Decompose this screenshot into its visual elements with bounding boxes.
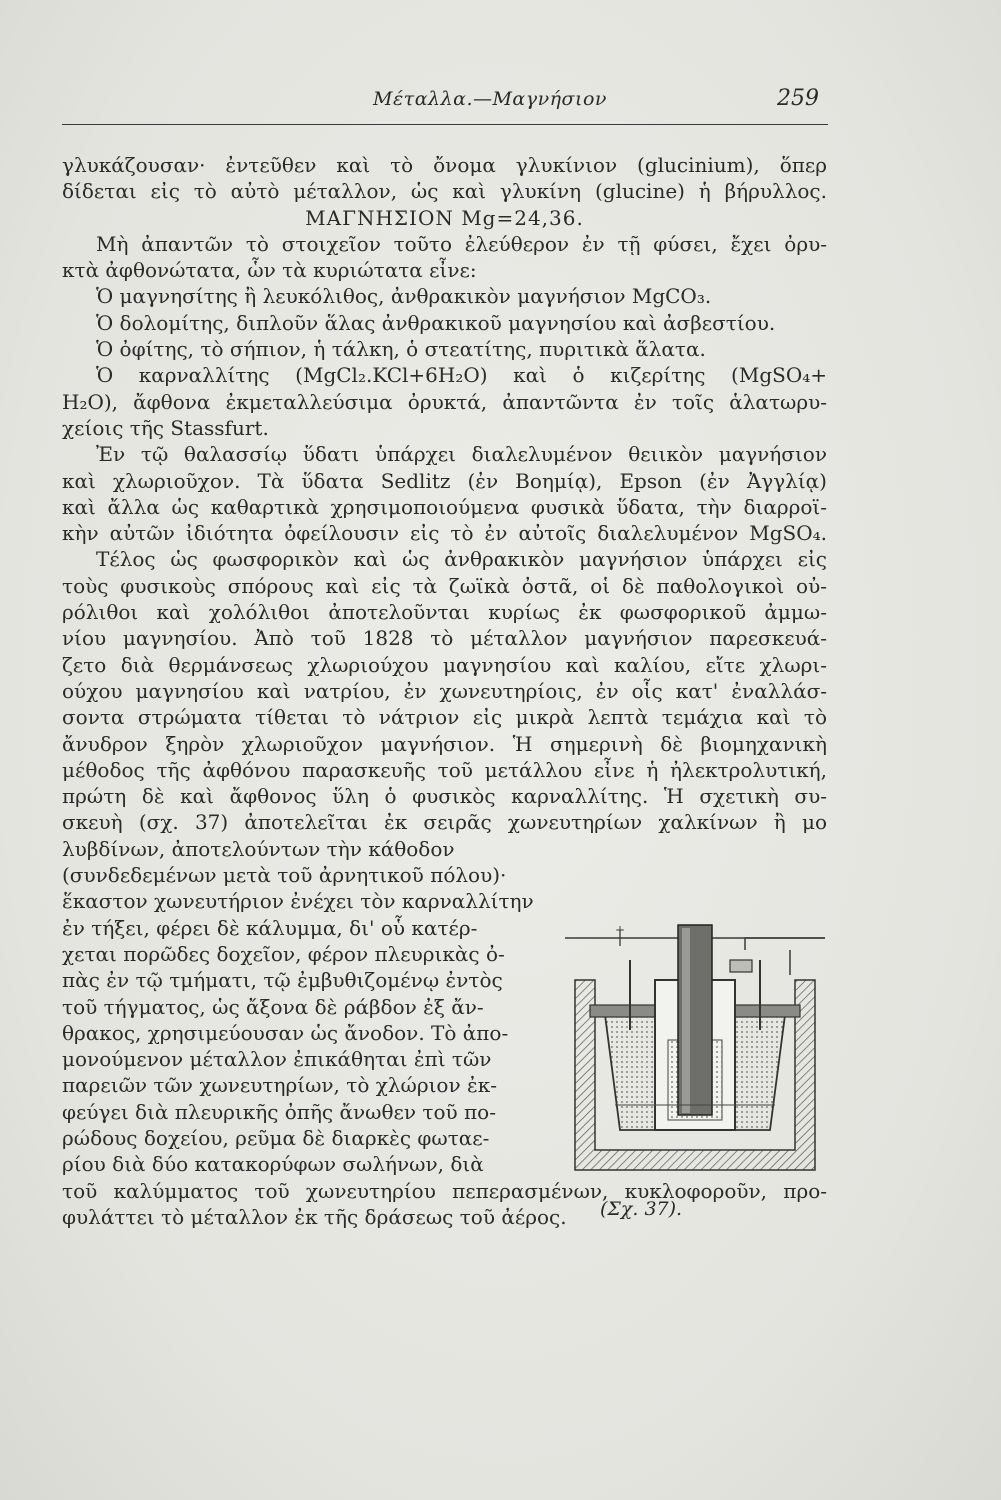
text-line: νίου μαγνησίου. Ἀπὸ τοῦ 1828 τὸ μέταλλον μαγνήσιον παρεσκευά- — [62, 626, 827, 651]
text-line: Ὁ δολομίτης, διπλοῦν ἅλας ἀνθρακικοῦ μαγνησίου καὶ ἀσβεστίου. — [96, 310, 776, 335]
section-heading: ΜΑΓΝΗΣΙΟΝ Mg=24,36. — [305, 205, 584, 230]
text-line: τοῦ τήγματος, ὡς ἄξονα δὲ ράβδον ἐξ ἄν- — [62, 994, 484, 1019]
text-line: ζετο διὰ θερμάνσεως χλωριούχου μαγνησίου καὶ καλίου, εἴτε χλωρι- — [62, 652, 827, 677]
text-line: Ὁ ὀφίτης, τὸ σήπιον, ἡ τάλκη, ὁ στεατίτης, πυριτικὰ ἅλατα. — [96, 337, 706, 362]
text-line: θρακος, χρησιμεύουσαν ὡς ἄνοδον. Τὸ ἀπο- — [62, 1020, 509, 1045]
text-line: κὴν αὐτῶν ἰδιότητα ὀφείλουσιν εἰς τὸ ἐν αὐτοῖς διαλελυμένον MgSO₄. — [62, 521, 827, 546]
text-line: ρόλιθοι καὶ χολόλιθοι ἀποτελοῦνται κυρίως ἐκ φωσφορικοῦ ἀμμω- — [62, 600, 827, 625]
text-line: χείοις τῆς Stassfurt. — [62, 415, 269, 440]
text-line: ἐν τήξει, φέρει δὲ κάλυμμα, δι' οὗ κατέρ- — [62, 915, 478, 940]
text-line: δίδεται εἰς τὸ αὐτὸ μέταλλον, ὡς καὶ γλυκίνη (glucine) ἡ βήρυλλος. — [62, 179, 827, 204]
text-line: μέθοδος τῆς ἀφθόνου παρασκευῆς τοῦ μετάλλου εἶνε ἡ ἠλεκτρολυτική, — [62, 757, 827, 782]
text-line: σκευὴ (σχ. 37) ἀποτελεῖται ἐκ σειρᾶς χωνευτηρίων χαλκίνων ἢ μο — [62, 810, 827, 835]
text-line: Τέλος ὡς φωσφορικὸν καὶ ὡς ἀνθρακικὸν μαγνήσιον ὑπάρχει εἰς — [96, 547, 827, 572]
text-line: Ἐν τῷ θαλασσίῳ ὕδατι ὑπάρχει διαλελυμένον θειικὸν μαγνήσιον — [96, 442, 827, 467]
svg-text:+: + — [615, 923, 626, 937]
text-line: (συνδεδεμένων μετὰ τοῦ ἀρνητικοῦ πόλου)· — [62, 863, 507, 888]
text-line: καὶ ἄλλα ὡς καθαρτικὰ χρησιμοποιούμενα φυσικὰ ὕδατα, τὴν διαρροϊ- — [62, 494, 827, 519]
text-line: πρώτη δὲ καὶ ἄφθονος ὕλη ὁ φυσικὸς καρναλλίτης. Ἡ σχετικὴ συ- — [62, 784, 827, 809]
text-line: ἄνυδρον ξηρὸν χλωριοῦχον μαγνήσιον. Ἡ σημερινὴ δὲ βιομηχανικὴ — [62, 731, 827, 756]
header-rule — [62, 124, 828, 125]
running-title: Μέταλλα.—Μαγνήσιον — [373, 88, 607, 110]
figure-37 — [560, 920, 830, 1210]
text-line: τοῦ καλύμματος τοῦ χωνευτηρίου πεπερασμένων, κυκλοφοροῦν, προ- — [62, 1178, 827, 1203]
text-line: καὶ χλωριοῦχον. Τὰ ὕδατα Sedlitz (ἐν Βοημίᾳ), Epson (ἐν Ἀγγλίᾳ) — [62, 468, 827, 493]
text-line: σοντα στρώματα τίθεται τὸ νάτριον εἰς μικρὰ λεπτὰ τεμάχια καὶ τὸ — [62, 705, 827, 730]
text-line: φυλάττει τὸ μέταλλον ἐκ τῆς δράσεως τοῦ ἀέρος. — [62, 1204, 567, 1229]
text-line: μονούμενον μέταλλον ἐπικάθηται ἐπὶ τῶν — [62, 1047, 492, 1072]
text-line: Ὁ καρναλλίτης (MgCl₂.KCl+6H₂O) καὶ ὁ κιζερίτης (MgSO₄+ — [96, 363, 827, 388]
text-line: ούχου μαγνησίου καὶ νατρίου, ἐν χωνευτηρίοις, ἐν οἷς κατ' ἐναλλάσ- — [62, 678, 827, 703]
text-line: λυβδίνων, ἀποτελούντων τὴν κάθοδον — [62, 836, 455, 861]
text-line: H₂O), ἄφθονα ἐκμεταλλεύσιμα ὀρυκτά, ἀπαντῶντα ἐν τοῖς ἁλατωρυ- — [62, 389, 827, 414]
text-line: κτὰ ἀφθονώτατα, ὧν τὰ κυριώτατα εἶνε: — [62, 258, 477, 283]
text-line: Ὁ μαγνησίτης ἢ λευκόλιθος, ἀνθρακικὸν μαγνήσιον MgCO₃. — [96, 284, 712, 309]
text-line: χεται πορῶδες δοχεῖον, φέρον πλευρικὰς ὀ- — [62, 941, 505, 966]
text-line: ρίου διὰ δύο κατακορύφων σωλήνων, διὰ — [62, 1152, 484, 1177]
page-header — [0, 88, 1001, 118]
text-line: ἕκαστον χωνευτήριον ἐνέχει τὸν καρναλλίτην — [62, 889, 534, 914]
electrolysis-apparatus-illustration — [560, 920, 830, 1180]
figure-caption: (Σχ. 37). — [600, 1198, 683, 1220]
text-line: πὰς ἐν τῷ τμήματι, τῷ ἐμβυθιζομένῳ ἐντὸς — [62, 968, 503, 993]
text-line: τοὺς φυσικοὺς σπόρους καὶ εἰς τὰ ζωϊκὰ ὀστᾶ, οἱ δὲ παθολογικοὶ οὐ- — [62, 573, 827, 598]
text-line: φεύγει διὰ πλευρικῆς ὀπῆς ἄνωθεν τοῦ πο- — [62, 1099, 496, 1124]
text-line: γλυκάζουσαν· ἐντεῦθεν καὶ τὸ ὄνομα γλυκίνιον (glucinium), ὅπερ — [62, 153, 827, 177]
text-line: ρώδους δοχείου, ρεῦμα δὲ διαρκὲς φωταε- — [62, 1125, 490, 1150]
text-line: Μὴ ἀπαντῶν τὸ στοιχεῖον τοῦτο ἐλεύθερον ἐν τῇ φύσει, ἔχει ὀρυ- — [96, 231, 827, 256]
text-line: παρειῶν τῶν χωνευτηρίων, τὸ χλώριον ἐκ- — [62, 1073, 497, 1098]
page-number: 259 — [777, 86, 819, 111]
